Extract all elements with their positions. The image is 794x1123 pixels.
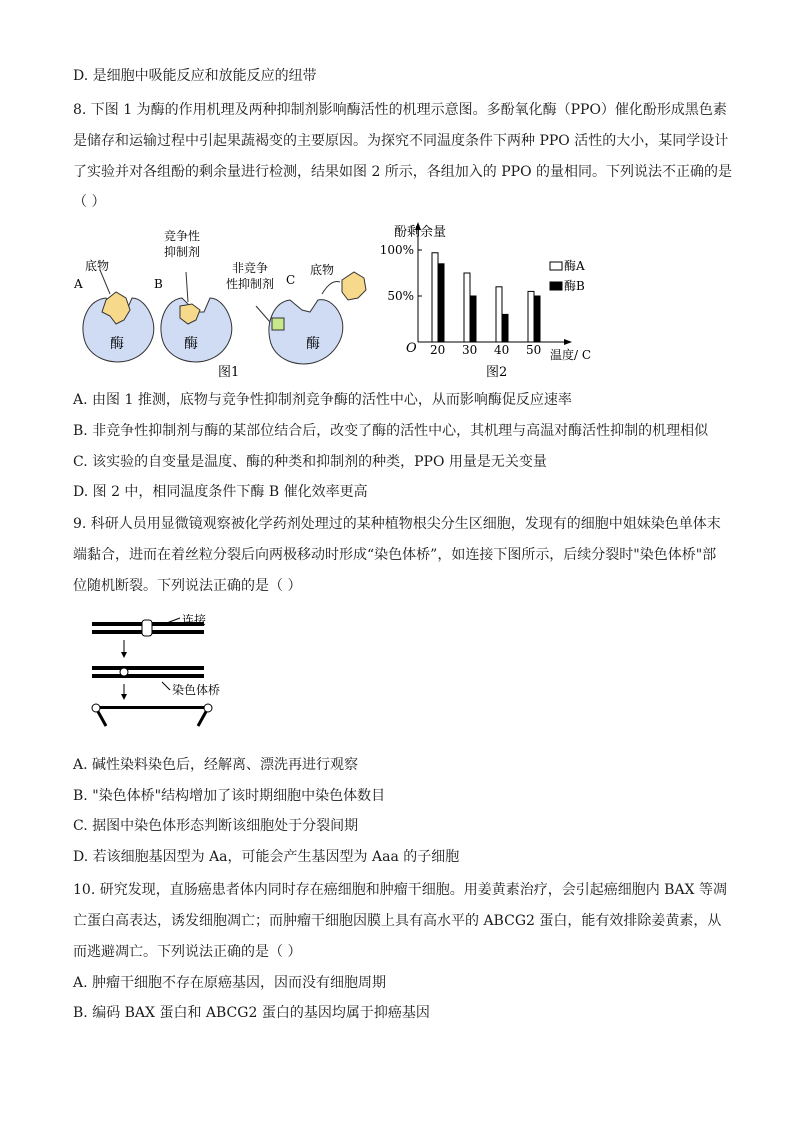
q9-stem-line-2: 端黏合，进而在着丝粒分裂后向两极移动时形成“染色体桥”，如连接下图所示，后续分裂时"染色体桥"部 bbox=[73, 547, 717, 563]
q8-option-c: C. 该实验的自变量是温度、酶的种类和抑制剂的种类，PPO 用量是无关变量 bbox=[73, 454, 547, 470]
origin-label: O bbox=[406, 341, 417, 356]
phenol-residual-bar-chart bbox=[378, 216, 618, 381]
substrate-c-shape bbox=[342, 272, 366, 300]
label-a: A bbox=[74, 277, 83, 291]
legend-swatch-enzyme-b bbox=[550, 282, 562, 290]
enzyme-mechanism-diagram bbox=[70, 220, 390, 380]
x-axis-label: 温度/ C bbox=[550, 348, 592, 362]
q9-option-b: B. "染色体桥"结构增加了该时期细胞中染色体数目 bbox=[73, 788, 386, 804]
enzyme-label-c: 酶 bbox=[306, 336, 320, 352]
fig2-caption: 图2 bbox=[486, 365, 508, 380]
legend-label-enzyme-b: 酶B bbox=[564, 279, 585, 293]
bar-enzyme-a-50 bbox=[528, 291, 534, 342]
label-bridge: 染色体桥 bbox=[172, 683, 221, 697]
y-axis-label: 酚剩余量 bbox=[394, 225, 447, 240]
q10-stem-line-1: 10. 研究发现，直肠癌患者体内同时存在癌细胞和肿瘤干细胞。用姜黄素治疗，会引起癌细胞内 BAX 等凋 bbox=[73, 882, 727, 898]
label-competitive-2: 抑制剂 bbox=[164, 245, 201, 259]
noncompetitive-inhibitor-shape bbox=[272, 318, 284, 330]
enzyme-c-shape bbox=[269, 300, 343, 364]
q8-option-a: A. 由图 1 推测，底物与竞争性抑制剂竞争酶的活性中心，从而影响酶促反应速率 bbox=[73, 392, 572, 408]
y-tick-label: 50% bbox=[387, 289, 414, 303]
label-join: 连接 bbox=[182, 613, 207, 627]
enzyme-label-a: 酶 bbox=[110, 336, 124, 352]
label-substrate: 底物 bbox=[85, 259, 110, 273]
chromosome-stage-3 bbox=[92, 704, 212, 726]
q8-option-d: D. 图 2 中，相同温度条件下酶 B 催化效率更高 bbox=[73, 484, 368, 500]
label-substrate-c: 底物 bbox=[310, 263, 335, 277]
fig1-caption: 图1 bbox=[218, 365, 240, 380]
q9-option-d: D. 若该细胞基因型为 Aa，可能会产生基因型为 Aaa 的子细胞 bbox=[73, 849, 460, 865]
legend-swatch-enzyme-a bbox=[550, 262, 562, 270]
q8-stem-line-2: 是储存和运输过程中引起果蔬褐变的主要原因。为探究不同温度条件下两种 PPO 活性的大小，某同学设计 bbox=[73, 133, 729, 149]
x-tick-label: 20 bbox=[430, 343, 446, 357]
q8-stem-line-4: （ ） bbox=[73, 194, 106, 210]
q10-stem-line-2: 亡蛋白高表达，诱发细胞凋亡；而肿瘤干细胞因膜上具有高水平的 ABCG2 蛋白，能有效排除姜黄素，从 bbox=[73, 913, 722, 929]
bar-enzyme-b-20 bbox=[438, 264, 444, 342]
label-noncompetitive-2: 性抑制剂 bbox=[226, 277, 275, 291]
y-tick-label: 100% bbox=[379, 243, 414, 257]
q7-option-d: D. 是细胞中吸能反应和放能反应的纽带 bbox=[73, 68, 317, 84]
q8-option-b: B. 非竞争性抑制剂与酶的某部位结合后，改变了酶的活性中心，其机理与高温对酶活性抑制的机理相似 bbox=[73, 423, 709, 439]
q9-option-c: C. 据图中染色体形态判断该细胞处于分裂间期 bbox=[73, 818, 359, 834]
bar-enzyme-a-30 bbox=[464, 273, 470, 342]
label-c: C bbox=[286, 273, 296, 287]
chromosome-stage-2 bbox=[92, 666, 204, 678]
bar-enzyme-b-30 bbox=[470, 296, 476, 342]
q9-option-a: A. 碱性染料染色后，经解离、漂洗再进行观察 bbox=[73, 757, 359, 773]
q8-stem-line-3: 了实验并对各组酚的剩余量进行检测，结果如图 2 所示，各组加入的 PPO 的量相同。下列说法不正确的是 bbox=[73, 164, 733, 180]
legend-label-enzyme-a: 酶A bbox=[564, 259, 585, 273]
x-tick-label: 40 bbox=[494, 343, 510, 357]
chromosome-bridge-diagram bbox=[84, 610, 254, 735]
q8-stem-line-1: 8. 下图 1 为酶的作用机理及两种抑制剂影响酶活性的机理示意图。多酚氧化酶（PPO）催化酚形成黑色素 bbox=[73, 102, 727, 118]
q10-option-a: A. 肿瘤干细胞不存在原癌基因，因而没有细胞周期 bbox=[73, 975, 387, 991]
x-tick-label: 30 bbox=[462, 343, 478, 357]
label-noncompetitive-1: 非竞争 bbox=[232, 261, 269, 275]
enzyme-label-b: 酶 bbox=[184, 336, 198, 352]
label-competitive-1: 竞争性 bbox=[164, 229, 201, 243]
q9-stem-line-1: 9. 科研人员用显微镜观察被化学药剂处理过的某种植物根尖分生区细胞，发现有的细胞中姐妹染色单体末 bbox=[73, 516, 721, 532]
x-axis-arrow bbox=[564, 339, 572, 345]
bar-enzyme-a-20 bbox=[432, 253, 438, 342]
q9-stem-line-3: 位随机断裂。下列说法正确的是（ ） bbox=[73, 578, 302, 594]
bar-enzyme-a-40 bbox=[496, 287, 502, 342]
bar-enzyme-b-40 bbox=[502, 314, 508, 342]
q10-option-b: B. 编码 BAX 蛋白和 ABCG2 蛋白的基因均属于抑癌基因 bbox=[73, 1005, 430, 1021]
bar-enzyme-b-50 bbox=[534, 296, 540, 342]
label-b: B bbox=[154, 277, 163, 291]
q10-stem-line-3: 而逃避凋亡。下列说法正确的是（ ） bbox=[73, 944, 302, 960]
x-tick-label: 50 bbox=[526, 343, 542, 357]
